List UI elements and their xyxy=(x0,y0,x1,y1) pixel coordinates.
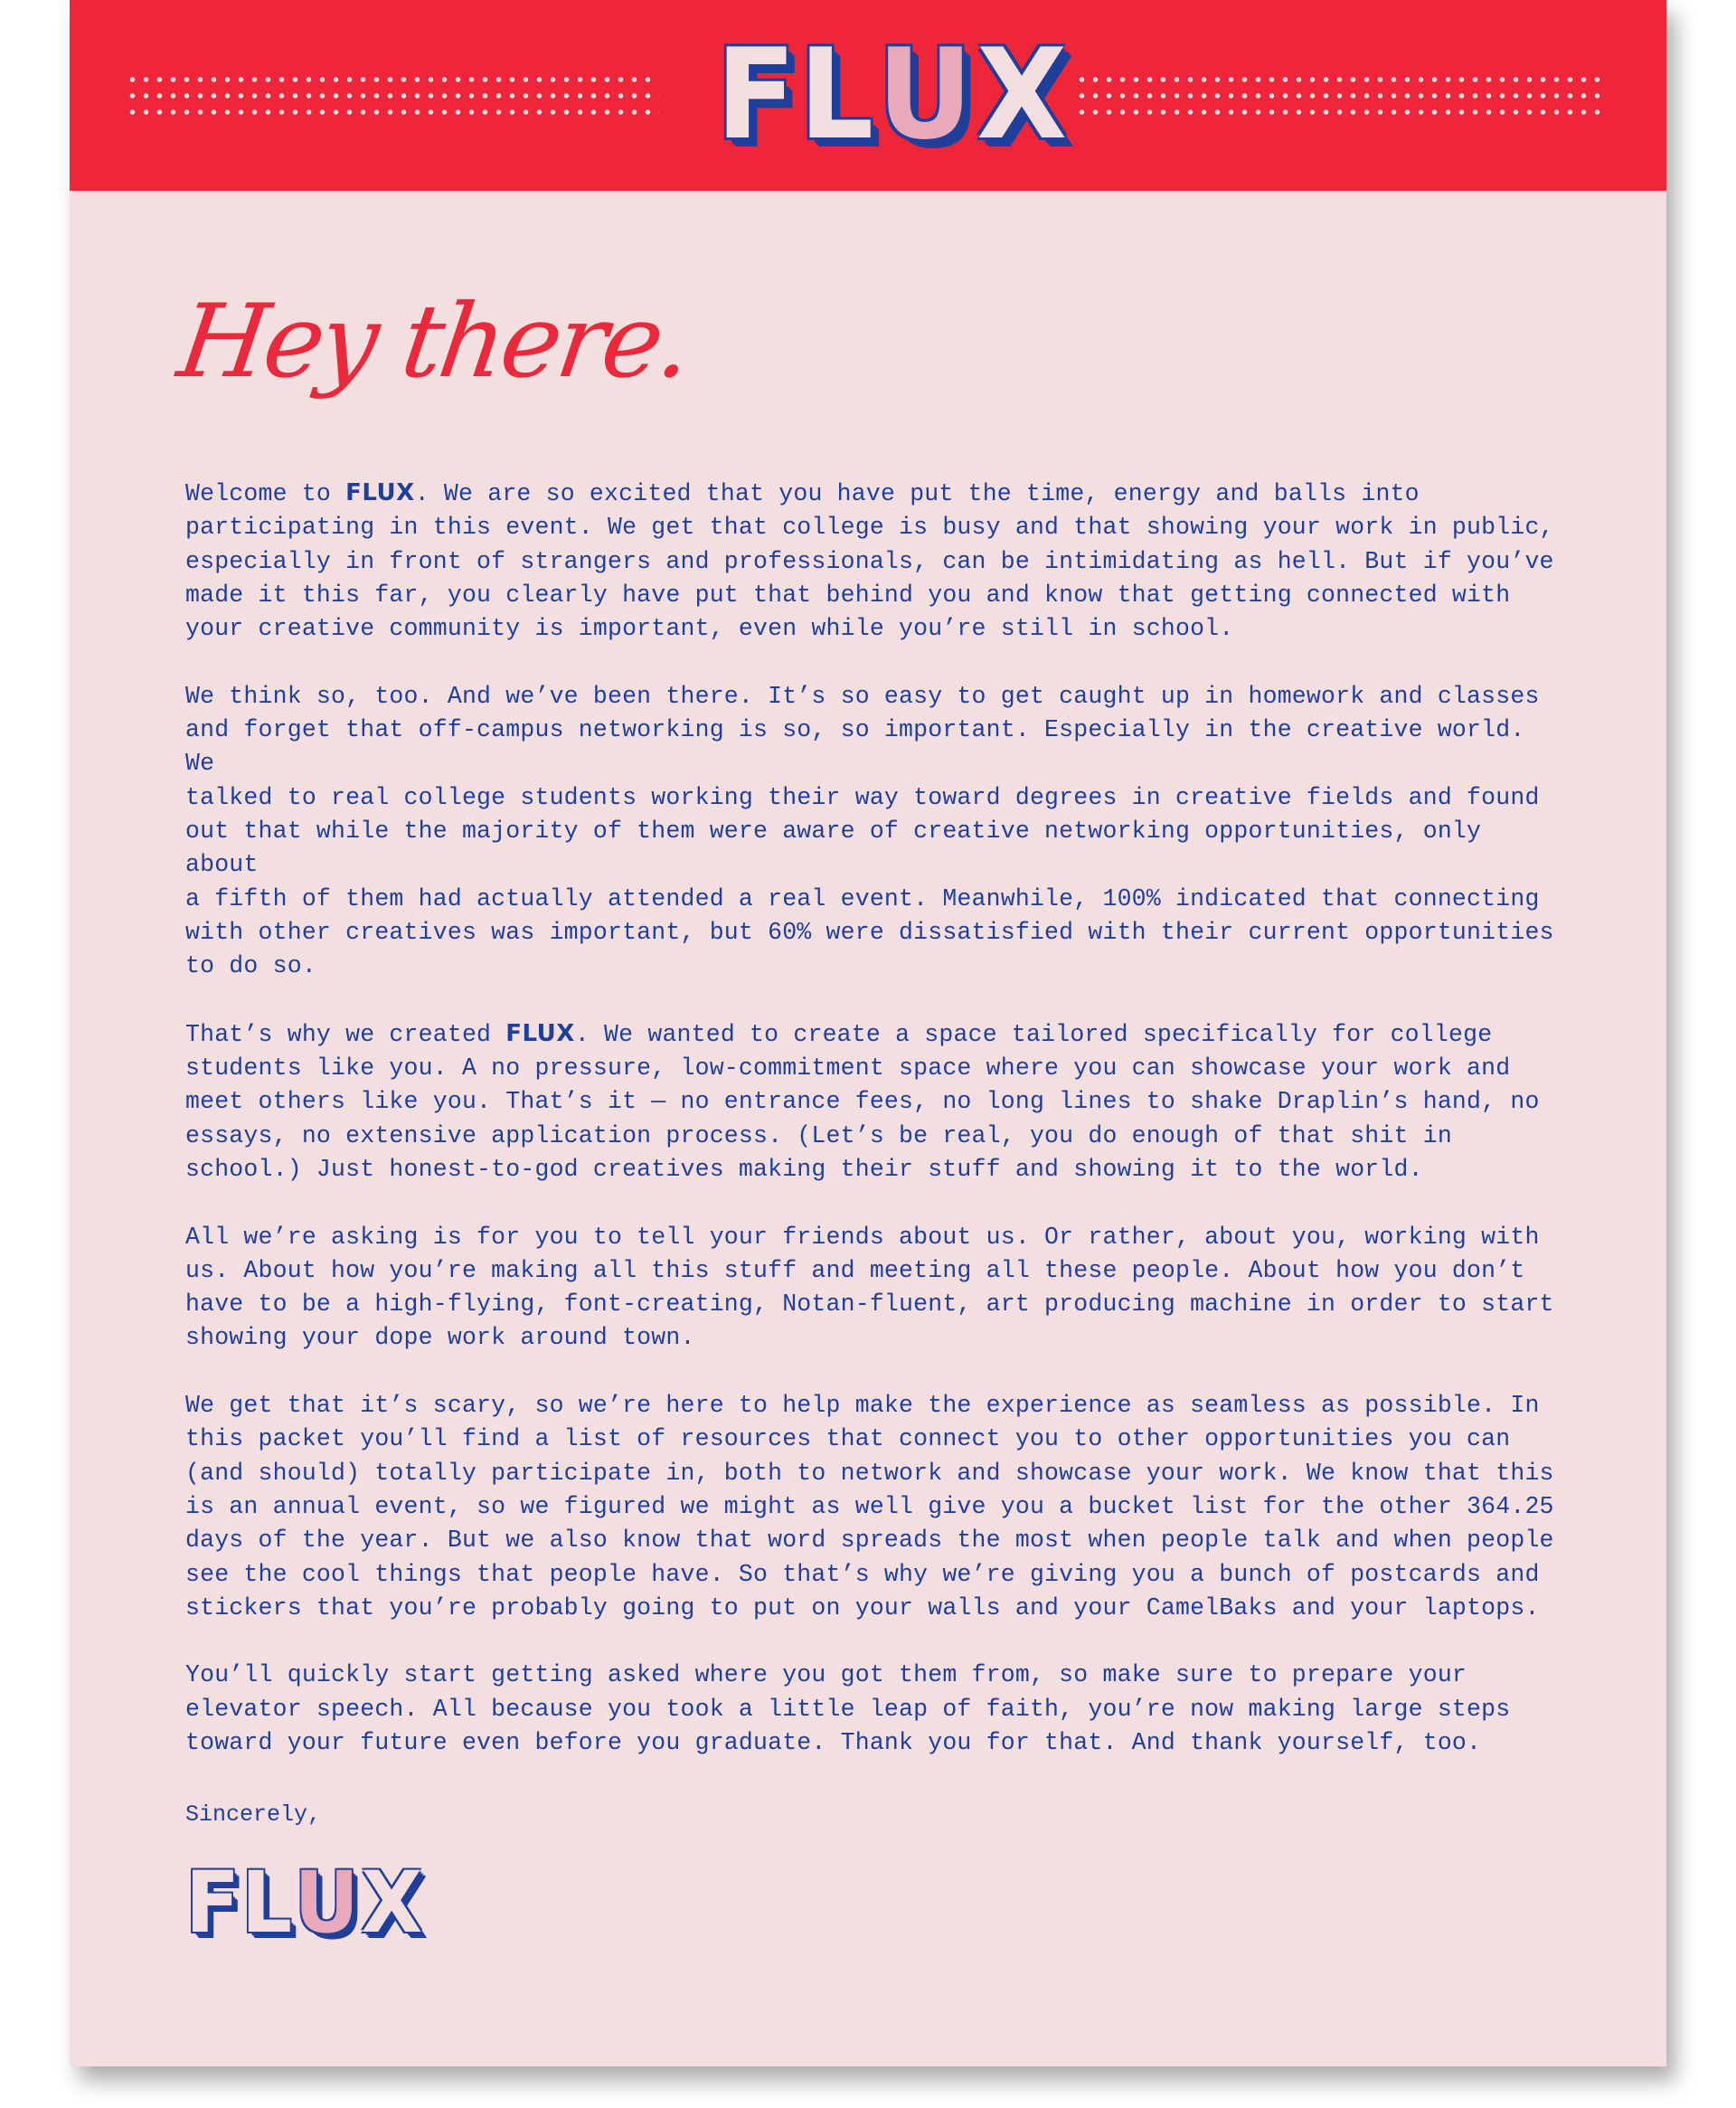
letter-sheet xyxy=(70,0,1666,2066)
inline-flux-logo: FLUX xyxy=(505,1019,575,1047)
signature-flux-logo: F L U X xyxy=(184,1854,421,1952)
flux-logo: F L U X xyxy=(715,22,1066,167)
greeting-heading: Hey there. xyxy=(171,283,696,401)
closing-text: Sincerely, xyxy=(185,1801,322,1828)
paragraph-1-rest: . We are so excited that you have put the time, energy and balls into participating in this event. We get that college is busy and that showing your work in public, especially in front of strangers and professionals, can be intimidating as hell. But if you’ve made it this far, you clearly have put that behind you and know that getting connected with your creative community is important, even while you’re still in school. xyxy=(185,480,1554,643)
paragraph-6: You’ll quickly start getting asked where you got them from, so make sure to prepare your elevator speech. All because you took a little leap of faith, you’re now making large steps toward your future even before you graduate. Thank you for that. And thank yourself, too. xyxy=(185,1661,1511,1756)
dot-pattern-left xyxy=(126,71,659,124)
paragraph-2: We think so, too. And we’ve been there. It’s so easy to get caught up in homework and classes and forget that off-campus networking is so, so important. Especially in the creative world. We talked to real college students working their way toward degrees in creative fields and found out that while the majority of them were aware of creative networking opportunities, only about a fifth of them had actually attended a real event. Meanwhile, 100% indicated that connecting with other creatives was important, but 60% were dissatisfied with their current opportunities to do so. xyxy=(185,682,1554,980)
dot-pattern-right xyxy=(1075,71,1609,124)
paragraph-3 xyxy=(185,1017,1560,1186)
paragraph-3-rest: . We wanted to create a space tailored specifically for college students like you. A no pressure, low-commitment space where you can showcase your work and meet others like you. That’s it — no entrance fees, no long lines to shake Draplin’s hand, no essays, no extensive application process. (Let’s be real, you do enough of that shit in school.) Just honest-to-god creatives making their stuff and showing it to the world. xyxy=(185,1020,1540,1183)
paragraph-5: We get that it’s scary, so we’re here to help make the experience as seamless as possible. In this packet you’ll find a list of resources that connect you to other opportunities you can (and should) totally participate in, both to network and showcase your work. We know that this is an annual event, so we figured we might as well give you a bucket list for the other 364.25 days of the year. But we also know that word spreads the most when people talk and when people see the cool things that people have. So that’s why we’re giving you a bunch of postcards and stickers that you’re probably going to put on your walls and your CamelBaks and your laptops. xyxy=(185,1392,1554,1621)
paragraph-4: All we’re asking is for you to tell your friends about us. Or rather, about you, working with us. About how you’re making all this stuff and meeting all these people. About how you don’t have to be a high-flying, font-creating, Notan-fluent, art producing machine in order to start showing your dope work around town. xyxy=(185,1223,1554,1352)
letter-body xyxy=(185,477,1560,1794)
paragraph-1 xyxy=(185,477,1560,646)
paragraph-1-start: Welcome to xyxy=(185,480,346,507)
paragraph-3-start: That’s why we created xyxy=(185,1020,506,1048)
inline-flux-logo: FLUX xyxy=(345,479,415,506)
header-banner xyxy=(70,0,1666,191)
